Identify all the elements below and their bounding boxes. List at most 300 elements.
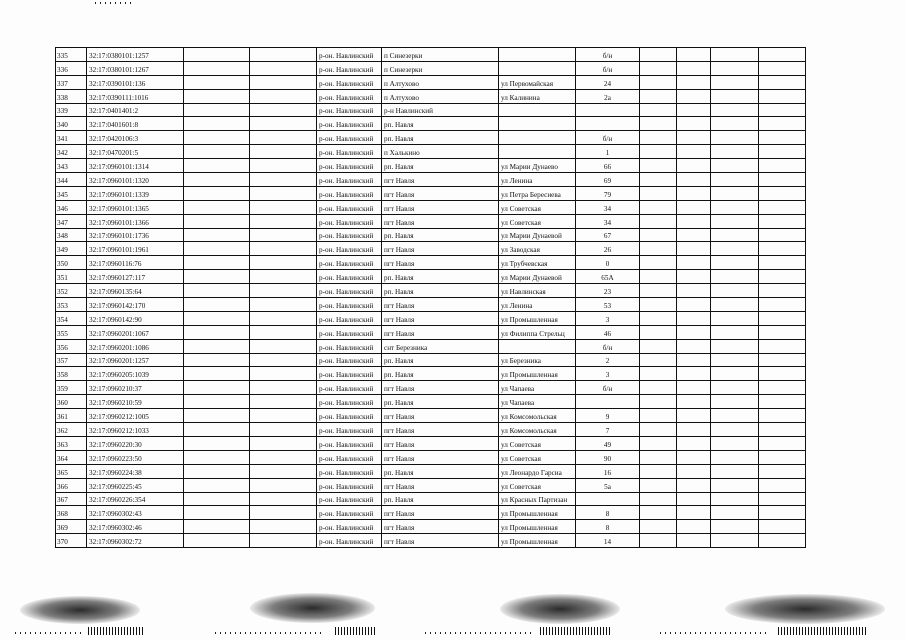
locality-cell: пгт Навля: [382, 423, 499, 437]
table-row: [56, 242, 806, 256]
locality-cell: пгт Навля: [382, 381, 499, 395]
empty-cell: [711, 311, 759, 325]
district-cell: р-он. Навлинский: [317, 145, 382, 159]
district-cell: р-он. Навлинский: [317, 436, 382, 450]
empty-cell: [759, 242, 806, 256]
cadastral-number: 32:17:0380101:1257: [87, 48, 184, 62]
empty-cell: [640, 228, 677, 242]
district-cell: р-он. Навлинский: [317, 103, 382, 117]
locality-cell: снт Березника: [382, 339, 499, 353]
house-number-cell: 23: [576, 284, 640, 298]
empty-cell: [711, 395, 759, 409]
locality-cell: пгт Навля: [382, 450, 499, 464]
empty-cell: [184, 339, 250, 353]
empty-cell: [677, 173, 711, 187]
empty-cell: [677, 200, 711, 214]
street-cell: ул Красных Партизан: [499, 492, 576, 506]
table-row: [56, 75, 806, 89]
empty-cell: [759, 492, 806, 506]
street-cell: ул Советская: [499, 214, 576, 228]
row-number: 366: [56, 478, 87, 492]
empty-cell: [711, 256, 759, 270]
cadastral-number: 32:17:0960101:1365: [87, 200, 184, 214]
row-number: 340: [56, 117, 87, 131]
empty-cell: [640, 48, 677, 62]
street-cell: ул Навлинская: [499, 284, 576, 298]
empty-cell: [759, 228, 806, 242]
empty-cell: [677, 89, 711, 103]
empty-cell: [711, 270, 759, 284]
empty-cell: [250, 173, 317, 187]
cadastral-number: 32:17:0401601:8: [87, 117, 184, 131]
district-cell: р-он. Навлинский: [317, 48, 382, 62]
empty-cell: [184, 409, 250, 423]
empty-cell: [711, 159, 759, 173]
locality-cell: рп. Навля: [382, 492, 499, 506]
table-row: [56, 478, 806, 492]
table-row: [56, 89, 806, 103]
empty-cell: [184, 228, 250, 242]
empty-cell: [184, 214, 250, 228]
locality-cell: рп. Навля: [382, 367, 499, 381]
empty-cell: [250, 409, 317, 423]
empty-cell: [711, 436, 759, 450]
table-row: [56, 103, 806, 117]
empty-cell: [250, 367, 317, 381]
row-number: 369: [56, 520, 87, 534]
empty-cell: [184, 186, 250, 200]
table-row: [56, 214, 806, 228]
empty-cell: [184, 48, 250, 62]
row-number: 355: [56, 325, 87, 339]
empty-cell: [759, 200, 806, 214]
street-cell: ул Петра Бересиева: [499, 186, 576, 200]
table-row: [56, 284, 806, 298]
row-number: 344: [56, 173, 87, 187]
empty-cell: [677, 48, 711, 62]
empty-cell: [640, 145, 677, 159]
empty-cell: [250, 159, 317, 173]
empty-cell: [250, 242, 317, 256]
street-cell: ул Промышленная: [499, 311, 576, 325]
empty-cell: [759, 75, 806, 89]
empty-cell: [711, 200, 759, 214]
locality-cell: пгт Навля: [382, 478, 499, 492]
locality-cell: рп. Навля: [382, 464, 499, 478]
district-cell: р-он. Навлинский: [317, 200, 382, 214]
cadastral-number: 32:17:0960225:45: [87, 478, 184, 492]
house-number-cell: 8: [576, 506, 640, 520]
house-number-cell: б/н: [576, 61, 640, 75]
empty-cell: [640, 409, 677, 423]
empty-cell: [677, 256, 711, 270]
empty-cell: [677, 242, 711, 256]
empty-cell: [184, 117, 250, 131]
row-number: 343: [56, 159, 87, 173]
scan-barcode-noise: [540, 627, 610, 635]
cadastral-number: 32:17:0960302:72: [87, 534, 184, 548]
register-body: [56, 48, 806, 548]
locality-cell: рп. Навля: [382, 117, 499, 131]
empty-cell: [250, 186, 317, 200]
locality-cell: пгт Навля: [382, 436, 499, 450]
table-row: [56, 506, 806, 520]
empty-cell: [711, 381, 759, 395]
empty-cell: [640, 395, 677, 409]
cadastral-number: 32:17:0960212:1005: [87, 409, 184, 423]
empty-cell: [759, 173, 806, 187]
street-cell: ул Ленина: [499, 298, 576, 312]
district-cell: р-он. Навлинский: [317, 228, 382, 242]
table-row: [56, 423, 806, 437]
row-number: 368: [56, 506, 87, 520]
cadastral-number: 32:17:0960101:1736: [87, 228, 184, 242]
cadastral-register-table: [55, 47, 806, 548]
house-number-cell: 14: [576, 534, 640, 548]
district-cell: р-он. Навлинский: [317, 353, 382, 367]
empty-cell: [250, 89, 317, 103]
empty-cell: [677, 186, 711, 200]
empty-cell: [184, 464, 250, 478]
locality-cell: пгт Навля: [382, 214, 499, 228]
empty-cell: [250, 117, 317, 131]
house-number-cell: [576, 395, 640, 409]
table-row: [56, 353, 806, 367]
empty-cell: [711, 478, 759, 492]
street-cell: ул Первомайская: [499, 75, 576, 89]
empty-cell: [711, 284, 759, 298]
empty-cell: [677, 284, 711, 298]
empty-cell: [250, 103, 317, 117]
empty-cell: [184, 478, 250, 492]
locality-cell: пгт Навля: [382, 520, 499, 534]
street-cell: ул Марии Дунаевой: [499, 228, 576, 242]
row-number: 338: [56, 89, 87, 103]
empty-cell: [184, 325, 250, 339]
empty-cell: [640, 339, 677, 353]
table-row: [56, 436, 806, 450]
empty-cell: [184, 520, 250, 534]
empty-cell: [640, 75, 677, 89]
house-number-cell: 49: [576, 436, 640, 450]
cadastral-number: 32:17:0960302:43: [87, 506, 184, 520]
cadastral-number: 32:17:0470201:5: [87, 145, 184, 159]
district-cell: р-он. Навлинский: [317, 75, 382, 89]
empty-cell: [184, 367, 250, 381]
house-number-cell: б/н: [576, 131, 640, 145]
empty-cell: [184, 145, 250, 159]
empty-cell: [711, 367, 759, 381]
empty-cell: [677, 423, 711, 437]
street-cell: ул Промышленная: [499, 367, 576, 381]
locality-cell: рп. Навля: [382, 228, 499, 242]
empty-cell: [677, 464, 711, 478]
house-number-cell: 3: [576, 367, 640, 381]
empty-cell: [677, 103, 711, 117]
locality-cell: пгт Навля: [382, 256, 499, 270]
empty-cell: [184, 256, 250, 270]
district-cell: р-он. Навлинский: [317, 173, 382, 187]
street-cell: ул Промышленная: [499, 520, 576, 534]
empty-cell: [711, 534, 759, 548]
cadastral-number: 32:17:0960101:1339: [87, 186, 184, 200]
empty-cell: [759, 520, 806, 534]
empty-cell: [677, 478, 711, 492]
empty-cell: [250, 298, 317, 312]
house-number-cell: 2: [576, 353, 640, 367]
house-number-cell: 24: [576, 75, 640, 89]
house-number-cell: 53: [576, 298, 640, 312]
empty-cell: [640, 117, 677, 131]
locality-cell: п Синезерки: [382, 48, 499, 62]
empty-cell: [184, 506, 250, 520]
empty-cell: [677, 367, 711, 381]
cadastral-number: 32:17:0960101:1366: [87, 214, 184, 228]
table-row: [56, 311, 806, 325]
table-row: [56, 131, 806, 145]
empty-cell: [677, 61, 711, 75]
house-number-cell: б/н: [576, 381, 640, 395]
empty-cell: [640, 492, 677, 506]
empty-cell: [677, 381, 711, 395]
house-number-cell: 67: [576, 228, 640, 242]
empty-cell: [640, 89, 677, 103]
empty-cell: [677, 520, 711, 534]
table-row: [56, 117, 806, 131]
street-cell: ул Промышленная: [499, 506, 576, 520]
empty-cell: [184, 534, 250, 548]
empty-cell: [640, 298, 677, 312]
table-row: [56, 228, 806, 242]
scan-dot-noise: [15, 632, 85, 634]
empty-cell: [711, 409, 759, 423]
cadastral-number: 32:17:0960135:64: [87, 284, 184, 298]
empty-cell: [759, 353, 806, 367]
empty-cell: [640, 284, 677, 298]
row-number: 353: [56, 298, 87, 312]
empty-cell: [759, 256, 806, 270]
table-row: [56, 367, 806, 381]
cadastral-number: 32:17:0960101:1961: [87, 242, 184, 256]
row-number: 351: [56, 270, 87, 284]
house-number-cell: [576, 103, 640, 117]
empty-cell: [250, 270, 317, 284]
empty-cell: [184, 200, 250, 214]
table-row: [56, 409, 806, 423]
district-cell: р-он. Навлинский: [317, 492, 382, 506]
empty-cell: [711, 325, 759, 339]
row-number: 336: [56, 61, 87, 75]
cadastral-number: 32:17:0401401:2: [87, 103, 184, 117]
row-number: 352: [56, 284, 87, 298]
district-cell: р-он. Навлинский: [317, 61, 382, 75]
cadastral-number: 32:17:0960210:59: [87, 395, 184, 409]
table-row: [56, 159, 806, 173]
house-number-cell: [576, 117, 640, 131]
scan-barcode-noise: [778, 627, 868, 635]
house-number-cell: [576, 492, 640, 506]
table-row: [56, 145, 806, 159]
row-number: 342: [56, 145, 87, 159]
empty-cell: [640, 242, 677, 256]
table-row: [56, 200, 806, 214]
row-number: 347: [56, 214, 87, 228]
row-number: 339: [56, 103, 87, 117]
empty-cell: [677, 534, 711, 548]
locality-cell: рп. Навля: [382, 131, 499, 145]
street-cell: ул Комсомольская: [499, 423, 576, 437]
empty-cell: [640, 423, 677, 437]
empty-cell: [759, 464, 806, 478]
empty-cell: [711, 214, 759, 228]
empty-cell: [250, 311, 317, 325]
scan-smudge: [20, 596, 140, 624]
empty-cell: [250, 214, 317, 228]
empty-cell: [250, 381, 317, 395]
empty-cell: [759, 298, 806, 312]
house-number-cell: 66: [576, 159, 640, 173]
empty-cell: [250, 492, 317, 506]
empty-cell: [759, 534, 806, 548]
empty-cell: [711, 423, 759, 437]
empty-cell: [677, 506, 711, 520]
street-cell: [499, 117, 576, 131]
scan-smudge: [500, 594, 620, 624]
house-number-cell: 8: [576, 520, 640, 534]
street-cell: [499, 131, 576, 145]
street-cell: ул Калинина: [499, 89, 576, 103]
district-cell: р-он. Навлинский: [317, 409, 382, 423]
empty-cell: [184, 75, 250, 89]
street-cell: ул Леонардо Гарсиа: [499, 464, 576, 478]
cadastral-number: 32:17:0960101:1320: [87, 173, 184, 187]
district-cell: р-он. Навлинский: [317, 131, 382, 145]
row-number: 337: [56, 75, 87, 89]
table-row: [56, 186, 806, 200]
locality-cell: пгт Навля: [382, 173, 499, 187]
empty-cell: [711, 464, 759, 478]
empty-cell: [759, 409, 806, 423]
empty-cell: [759, 186, 806, 200]
table-row: [56, 464, 806, 478]
house-number-cell: 16: [576, 464, 640, 478]
locality-cell: рп. Навля: [382, 353, 499, 367]
empty-cell: [184, 159, 250, 173]
empty-cell: [759, 48, 806, 62]
table-row: [56, 450, 806, 464]
empty-cell: [640, 311, 677, 325]
empty-cell: [640, 173, 677, 187]
empty-cell: [250, 256, 317, 270]
house-number-cell: 2а: [576, 89, 640, 103]
table-row: [56, 534, 806, 548]
street-cell: ул Советская: [499, 450, 576, 464]
empty-cell: [759, 311, 806, 325]
row-number: 360: [56, 395, 87, 409]
district-cell: р-он. Навлинский: [317, 506, 382, 520]
scan-dot-noise: [215, 632, 325, 634]
district-cell: р-он. Навлинский: [317, 520, 382, 534]
empty-cell: [711, 520, 759, 534]
row-number: 345: [56, 186, 87, 200]
cadastral-number: 32:17:0960142:170: [87, 298, 184, 312]
empty-cell: [677, 353, 711, 367]
row-number: 354: [56, 311, 87, 325]
empty-cell: [759, 450, 806, 464]
empty-cell: [759, 103, 806, 117]
street-cell: ул Ленина: [499, 173, 576, 187]
locality-cell: пгт Навля: [382, 506, 499, 520]
empty-cell: [759, 339, 806, 353]
locality-cell: рп. Навля: [382, 284, 499, 298]
locality-cell: п Алтухово: [382, 89, 499, 103]
locality-cell: рп. Навля: [382, 159, 499, 173]
empty-cell: [184, 423, 250, 437]
district-cell: р-он. Навлинский: [317, 89, 382, 103]
district-cell: р-он. Навлинский: [317, 325, 382, 339]
district-cell: р-он. Навлинский: [317, 423, 382, 437]
empty-cell: [640, 270, 677, 284]
empty-cell: [250, 450, 317, 464]
house-number-cell: 34: [576, 200, 640, 214]
empty-cell: [711, 89, 759, 103]
empty-cell: [759, 145, 806, 159]
empty-cell: [640, 214, 677, 228]
empty-cell: [250, 48, 317, 62]
empty-cell: [759, 61, 806, 75]
street-cell: ул Марии Дунаевой: [499, 270, 576, 284]
row-number: 364: [56, 450, 87, 464]
empty-cell: [184, 284, 250, 298]
empty-cell: [711, 339, 759, 353]
empty-cell: [711, 228, 759, 242]
cadastral-number: 32:17:0960205:1039: [87, 367, 184, 381]
cadastral-number: 32:17:0960201:1086: [87, 339, 184, 353]
empty-cell: [759, 436, 806, 450]
street-cell: [499, 339, 576, 353]
empty-cell: [759, 506, 806, 520]
empty-cell: [184, 61, 250, 75]
street-cell: ул Промышленная: [499, 534, 576, 548]
district-cell: р-он. Навлинский: [317, 339, 382, 353]
locality-cell: пгт Навля: [382, 311, 499, 325]
locality-cell: пгт Навля: [382, 298, 499, 312]
row-number: 358: [56, 367, 87, 381]
street-cell: ул Советская: [499, 200, 576, 214]
cadastral-number: 32:17:0960127:117: [87, 270, 184, 284]
empty-cell: [759, 270, 806, 284]
cadastral-number: 32:17:0390111:1016: [87, 89, 184, 103]
empty-cell: [677, 436, 711, 450]
row-number: 357: [56, 353, 87, 367]
empty-cell: [677, 131, 711, 145]
scan-barcode-noise: [335, 627, 375, 635]
empty-cell: [184, 436, 250, 450]
empty-cell: [711, 103, 759, 117]
locality-cell: пгт Навля: [382, 242, 499, 256]
empty-cell: [184, 270, 250, 284]
cadastral-number: 32:17:0960201:1257: [87, 353, 184, 367]
district-cell: р-он. Навлинский: [317, 214, 382, 228]
house-number-cell: 7: [576, 423, 640, 437]
table-row: [56, 270, 806, 284]
locality-cell: рп. Навля: [382, 395, 499, 409]
empty-cell: [640, 436, 677, 450]
district-cell: р-он. Навлинский: [317, 534, 382, 548]
empty-cell: [677, 395, 711, 409]
empty-cell: [640, 131, 677, 145]
empty-cell: [250, 325, 317, 339]
